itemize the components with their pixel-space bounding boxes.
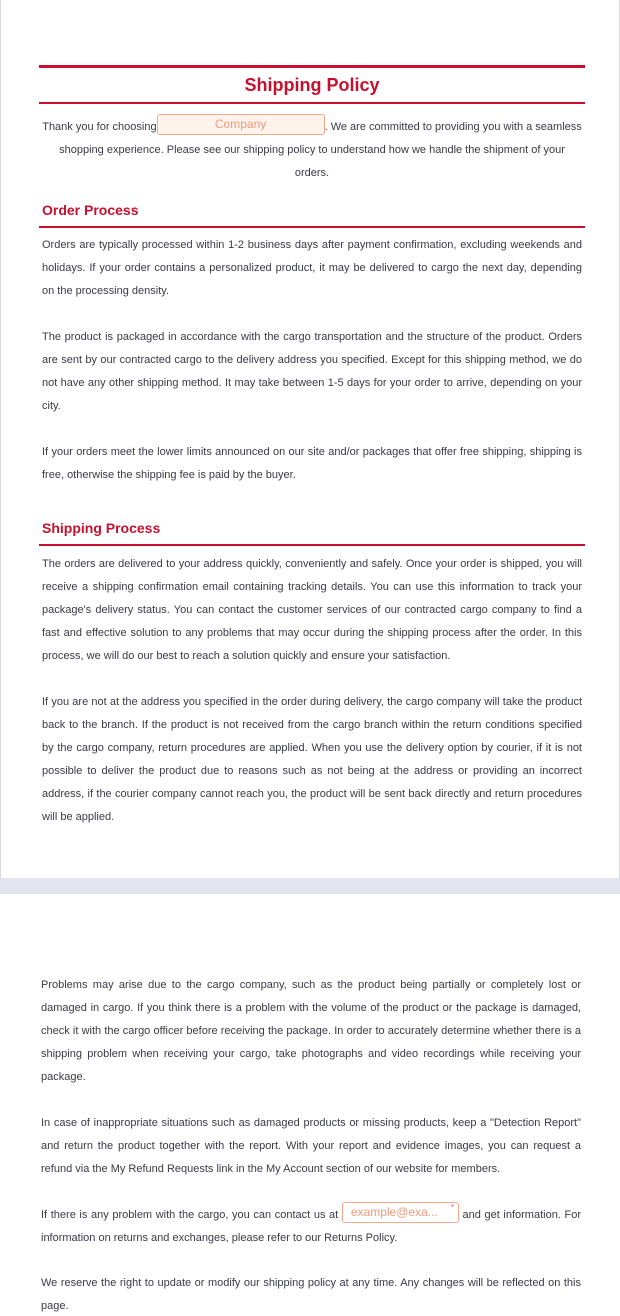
shipping-process-paragraph-2: If you are not at the address you specified in the order during delivery, the cargo company will take the product back to the branch. If the product is not received from the cargo branch within the return conditions specified by the cargo company, return procedures are applied. When you use the delivery option by courier, if it is not possible to deliver the product due to reasons such as not being at the address or providing an incorrect address, if the courier company cannot reach you, the product will be sent back directly and return procedures will be applied.	[42, 696, 582, 823]
intro-text-before: Thank you for choosing	[42, 121, 157, 133]
shipping-process-heading: Shipping Process	[39, 518, 585, 546]
order-process-paragraph-3: If your orders meet the lower limits announced on our site and/or packages that offer free shipping, shipping is free, otherwise the shipping fee is paid by the buyer.	[42, 446, 582, 481]
required-mark: *	[450, 1202, 454, 1212]
policy-update-paragraph: We reserve the right to update or modify our shipping policy at any time. Any changes will be reflected on this page.	[41, 1277, 581, 1312]
intro-paragraph	[41, 116, 583, 185]
order-process-heading: Order Process	[39, 200, 585, 228]
contact-text-before: If there is any problem with the cargo, you can contact us at	[41, 1209, 339, 1221]
document-page-2	[0, 894, 620, 1316]
page-title: Shipping Policy	[244, 75, 380, 95]
company-input[interactable]: Company	[157, 114, 325, 135]
cargo-problems-paragraph: Problems may arise due to the cargo company, such as the product being partially or completely lost or damaged in cargo. If you think there is a problem with the volume of the product or the package is damaged, check it with the cargo officer before receiving the package. In order to accurately determine whether there is a shipping problem when receiving your cargo, take photographs and video recordings while receiving your package.	[41, 979, 581, 1083]
shipping-process-paragraph-1: The orders are delivered to your address quickly, conveniently and safely. Once your order is shipped, you will receive a shipping confirmation email containing tracking details. You can use this information to track your package's delivery status. You can contact the customer services of our contracted cargo company to find a fast and effective solution to any problems that may occur during the shipping process after the order. In this process, we will do our best to reach a solution quickly and ensure your satisfaction.	[42, 558, 582, 662]
intro-text-after: . We are committed to providing you with a seamless shopping experience. Please see our shipping policy to understand how we handle the shipment of your orders.	[59, 121, 582, 179]
contact-text-after: and get information. For information on returns and exchanges, please refer to our Returns Policy.	[41, 1209, 581, 1244]
order-process-paragraph-2: The product is packaged in accordance with the cargo transportation and the structure of the product. Orders are sent by our contracted cargo to the delivery address you specified. Except for this shipping method, we do not have any other shipping method. It may take between 1-5 days for your order to arrive, depending on your city.	[42, 331, 582, 412]
title-bar	[39, 65, 585, 104]
email-input[interactable]	[342, 1202, 459, 1223]
email-placeholder: example@exa...	[350, 1204, 438, 1219]
contact-paragraph	[41, 1204, 581, 1250]
order-process-paragraph-1: Orders are typically processed within 1-2 business days after payment confirmation, excluding weekends and holidays. If your order contains a personalized product, it may be delivered to cargo the next day, depending on the processing density.	[42, 239, 582, 297]
detection-report-paragraph: In case of inappropriate situations such as damaged products or missing products, keep a "Detection Report" and return the product together with the report. With your report and evidence images, you can request a refund via the My Refund Requests link in the My Account section of our website for members.	[41, 1117, 581, 1175]
